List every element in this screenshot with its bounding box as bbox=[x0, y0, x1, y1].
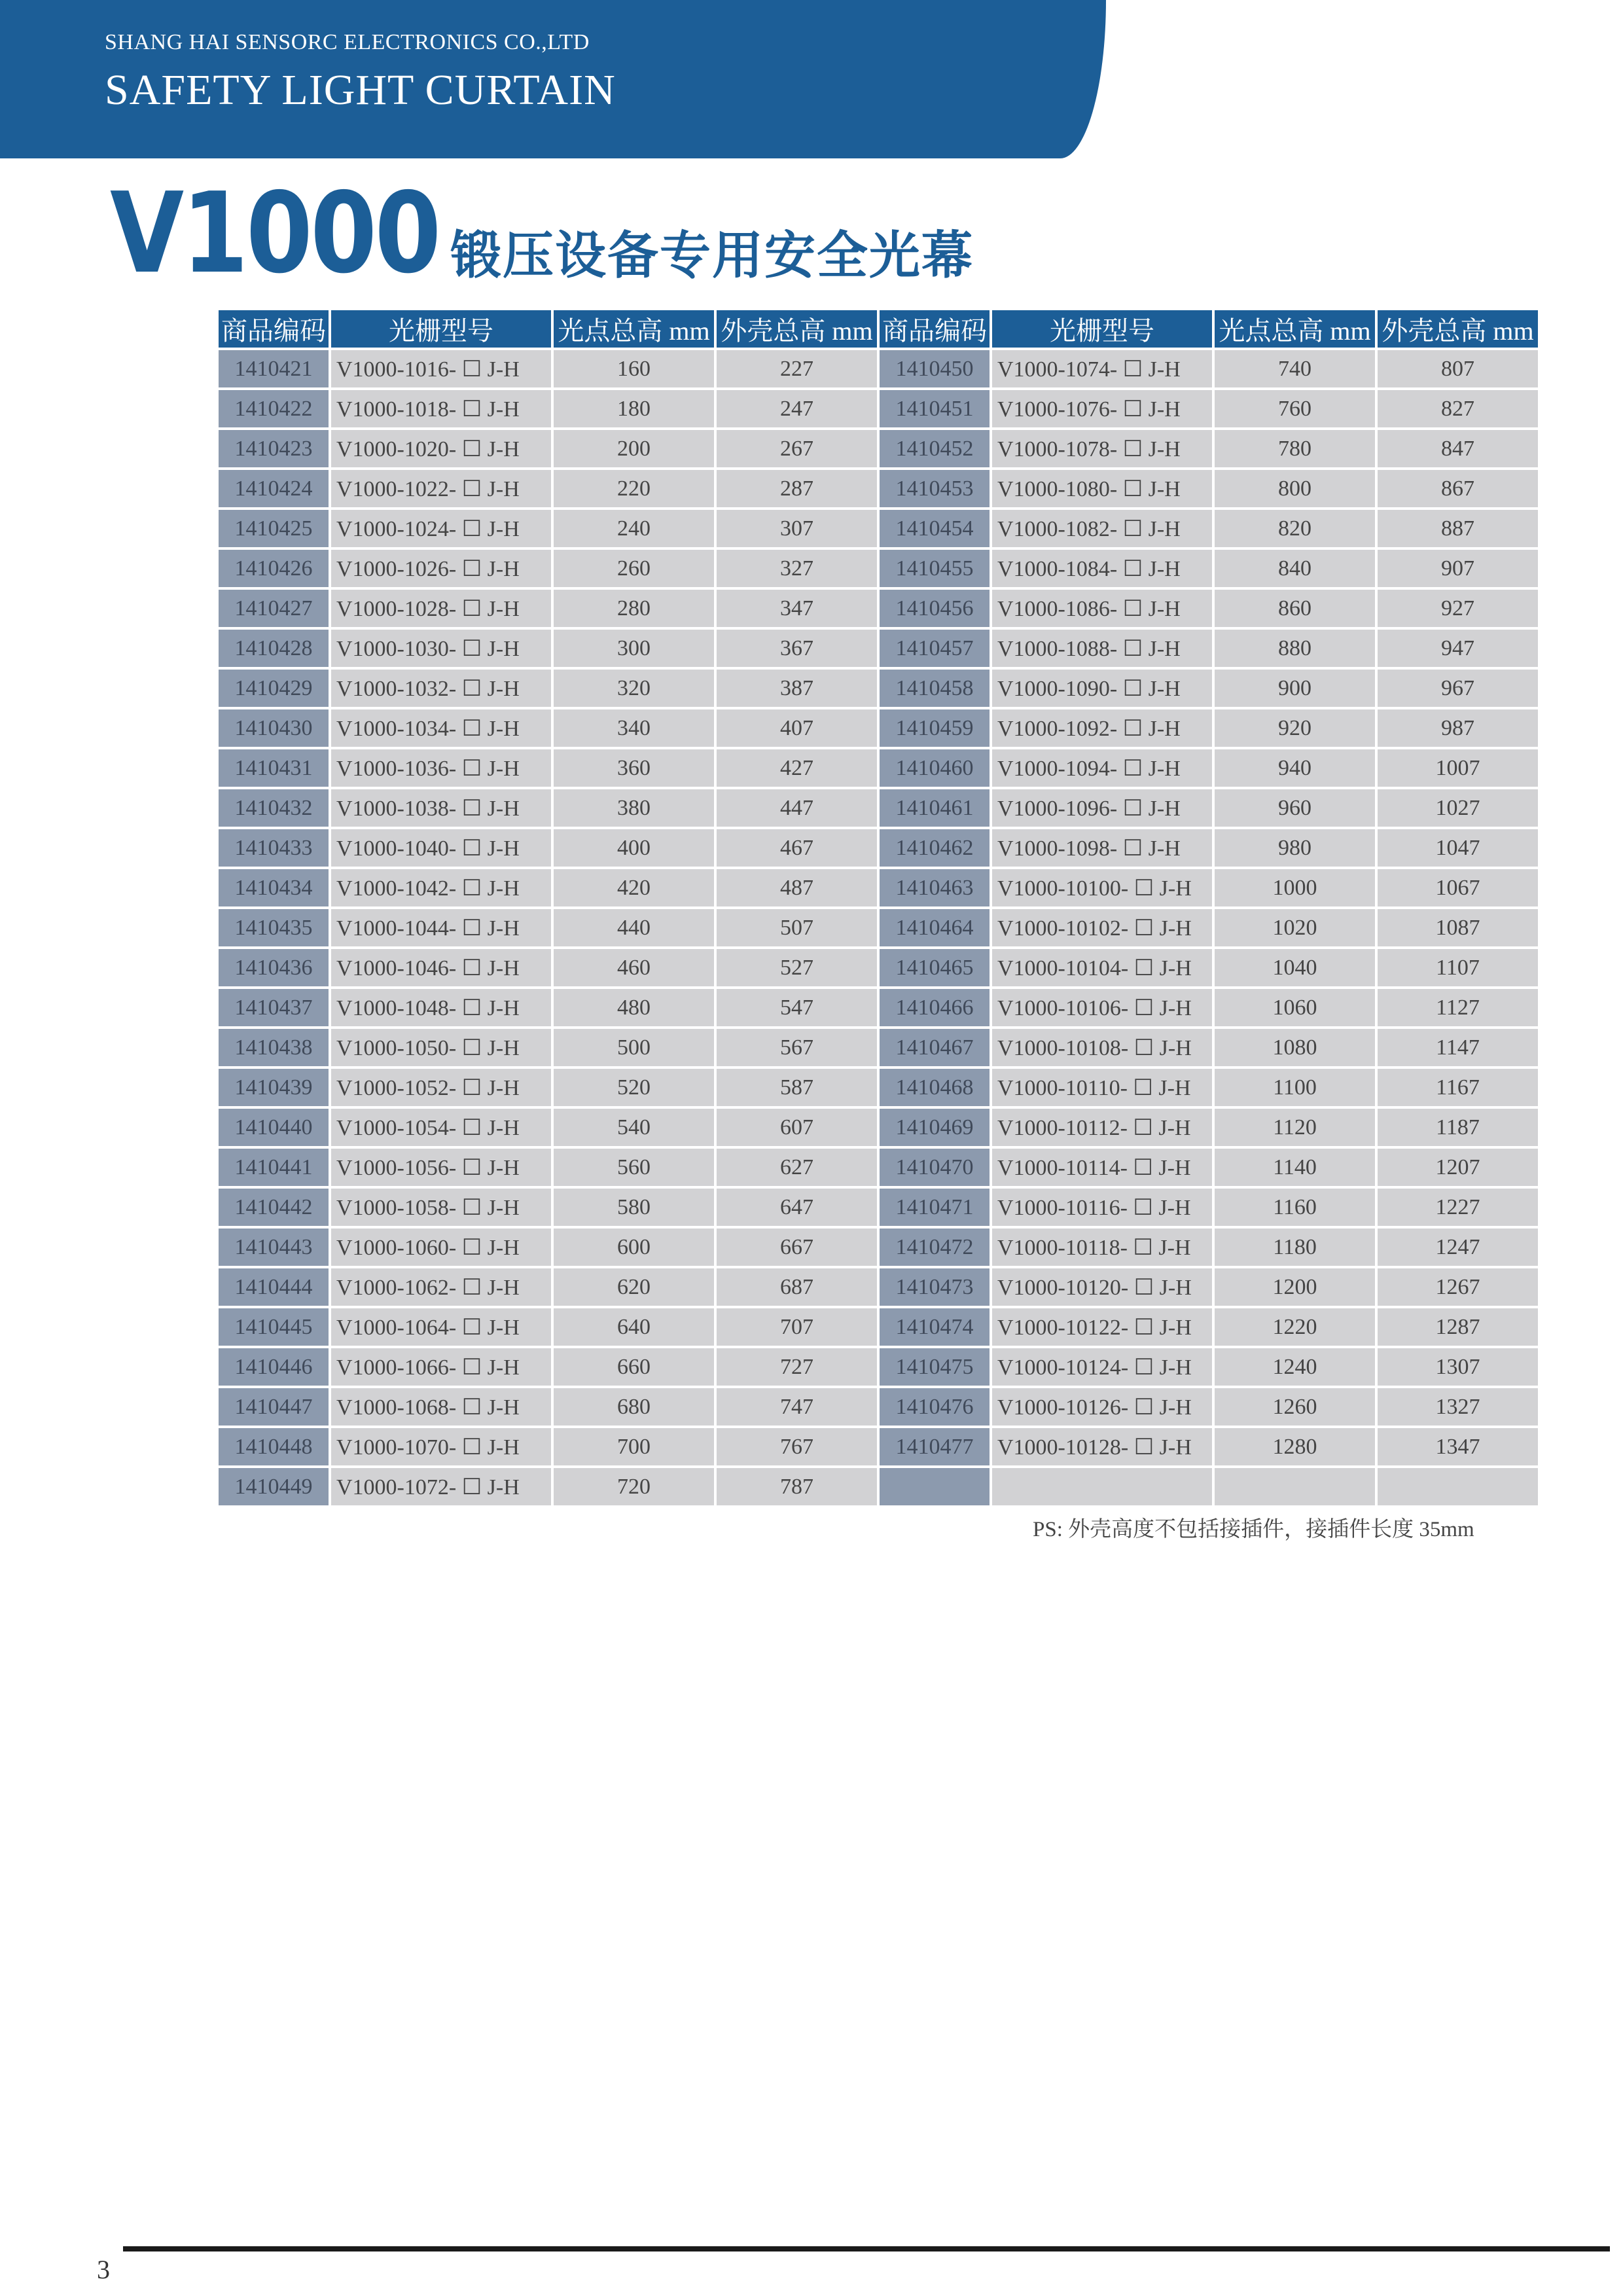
light-height-cell: 480 bbox=[554, 989, 714, 1026]
column-header: 商品编码 bbox=[880, 310, 990, 348]
product-code-cell: 1410433 bbox=[219, 829, 329, 867]
housing-height-cell: 247 bbox=[717, 390, 877, 427]
model-cell: V1000-1018- ☐ J-H bbox=[331, 390, 551, 427]
product-code-cell: 1410469 bbox=[880, 1109, 990, 1146]
housing-height-cell: 747 bbox=[717, 1388, 877, 1426]
product-code-cell: 1410463 bbox=[880, 869, 990, 906]
model-title: V1000 bbox=[110, 169, 439, 298]
model-cell: V1000-10102- ☐ J-H bbox=[992, 909, 1212, 946]
product-code-cell: 1410471 bbox=[880, 1189, 990, 1226]
light-height-cell: 1160 bbox=[1215, 1189, 1375, 1226]
product-code-cell: 1410444 bbox=[219, 1268, 329, 1306]
column-header: 光点总高 mm bbox=[554, 310, 714, 348]
product-code-cell: 1410425 bbox=[219, 510, 329, 547]
housing-height-cell: 827 bbox=[1378, 390, 1538, 427]
product-code-cell: 1410472 bbox=[880, 1229, 990, 1266]
light-height-cell: 580 bbox=[554, 1189, 714, 1226]
column-header: 光栅型号 bbox=[992, 310, 1212, 348]
model-cell: V1000-1082- ☐ J-H bbox=[992, 510, 1212, 547]
housing-height-cell: 1347 bbox=[1378, 1428, 1538, 1465]
housing-height-cell: 1167 bbox=[1378, 1069, 1538, 1106]
light-height-cell: 1020 bbox=[1215, 909, 1375, 946]
light-height-cell bbox=[1215, 1468, 1375, 1505]
table-row bbox=[219, 1468, 1538, 1505]
housing-height-cell: 727 bbox=[717, 1348, 877, 1386]
product-code-cell: 1410454 bbox=[880, 510, 990, 547]
model-cell: V1000-10116- ☐ J-H bbox=[992, 1189, 1212, 1226]
housing-height-cell: 867 bbox=[1378, 470, 1538, 507]
model-cell bbox=[992, 1468, 1212, 1505]
model-cell: V1000-1030- ☐ J-H bbox=[331, 630, 551, 667]
product-code-cell: 1410452 bbox=[880, 430, 990, 467]
product-code-cell: 1410465 bbox=[880, 949, 990, 986]
product-code-cell: 1410457 bbox=[880, 630, 990, 667]
model-cell: V1000-1016- ☐ J-H bbox=[331, 350, 551, 387]
light-height-cell: 1280 bbox=[1215, 1428, 1375, 1465]
page-heading: 锻压设备专用安全光幕 bbox=[450, 226, 974, 285]
housing-height-cell: 1327 bbox=[1378, 1388, 1538, 1426]
product-code-cell: 1410456 bbox=[880, 590, 990, 627]
table-row bbox=[219, 1268, 1538, 1306]
model-cell: V1000-1026- ☐ J-H bbox=[331, 550, 551, 587]
product-code-cell: 1410446 bbox=[219, 1348, 329, 1386]
product-code-cell: 1410427 bbox=[219, 590, 329, 627]
housing-height-cell: 1087 bbox=[1378, 909, 1538, 946]
light-height-cell: 240 bbox=[554, 510, 714, 547]
table-row bbox=[219, 1149, 1538, 1186]
model-cell: V1000-1054- ☐ J-H bbox=[331, 1109, 551, 1146]
housing-height-cell: 707 bbox=[717, 1308, 877, 1346]
product-code-cell: 1410439 bbox=[219, 1069, 329, 1106]
product-code-cell: 1410449 bbox=[219, 1468, 329, 1505]
model-cell: V1000-1068- ☐ J-H bbox=[331, 1388, 551, 1426]
product-code-cell: 1410432 bbox=[219, 789, 329, 827]
housing-height-cell: 647 bbox=[717, 1189, 877, 1226]
light-height-cell: 220 bbox=[554, 470, 714, 507]
model-cell: V1000-10122- ☐ J-H bbox=[992, 1308, 1212, 1346]
table-row bbox=[219, 1029, 1538, 1066]
model-cell: V1000-10114- ☐ J-H bbox=[992, 1149, 1212, 1186]
housing-height-cell: 987 bbox=[1378, 709, 1538, 747]
housing-height-cell: 507 bbox=[717, 909, 877, 946]
model-cell: V1000-1076- ☐ J-H bbox=[992, 390, 1212, 427]
light-height-cell: 200 bbox=[554, 430, 714, 467]
model-cell: V1000-10118- ☐ J-H bbox=[992, 1229, 1212, 1266]
table-row bbox=[219, 829, 1538, 867]
housing-height-cell: 1127 bbox=[1378, 989, 1538, 1026]
model-cell: V1000-1094- ☐ J-H bbox=[992, 749, 1212, 787]
light-height-cell: 420 bbox=[554, 869, 714, 906]
housing-height-cell: 1027 bbox=[1378, 789, 1538, 827]
housing-height-cell: 527 bbox=[717, 949, 877, 986]
product-code-cell: 1410422 bbox=[219, 390, 329, 427]
product-code-cell: 1410466 bbox=[880, 989, 990, 1026]
document-subtitle: SAFETY LIGHT CURTAIN bbox=[105, 66, 616, 114]
light-height-cell: 460 bbox=[554, 949, 714, 986]
light-height-cell: 600 bbox=[554, 1229, 714, 1266]
product-code-cell: 1410459 bbox=[880, 709, 990, 747]
model-cell: V1000-1022- ☐ J-H bbox=[331, 470, 551, 507]
light-height-cell: 620 bbox=[554, 1268, 714, 1306]
model-cell: V1000-1044- ☐ J-H bbox=[331, 909, 551, 946]
light-height-cell: 680 bbox=[554, 1388, 714, 1426]
model-cell: V1000-1062- ☐ J-H bbox=[331, 1268, 551, 1306]
light-height-cell: 380 bbox=[554, 789, 714, 827]
housing-height-cell: 1047 bbox=[1378, 829, 1538, 867]
light-height-cell: 340 bbox=[554, 709, 714, 747]
product-code-cell: 1410424 bbox=[219, 470, 329, 507]
product-code-cell: 1410448 bbox=[219, 1428, 329, 1465]
model-cell: V1000-10106- ☐ J-H bbox=[992, 989, 1212, 1026]
light-height-cell: 1080 bbox=[1215, 1029, 1375, 1066]
housing-height-cell: 1227 bbox=[1378, 1189, 1538, 1226]
model-cell: V1000-1080- ☐ J-H bbox=[992, 470, 1212, 507]
model-cell: V1000-1020- ☐ J-H bbox=[331, 430, 551, 467]
model-cell: V1000-10112- ☐ J-H bbox=[992, 1109, 1212, 1146]
light-height-cell: 840 bbox=[1215, 550, 1375, 587]
light-height-cell: 880 bbox=[1215, 630, 1375, 667]
product-code-cell: 1410435 bbox=[219, 909, 329, 946]
table-row bbox=[219, 590, 1538, 627]
product-code-cell: 1410458 bbox=[880, 670, 990, 707]
footer-rule bbox=[123, 2246, 1610, 2251]
model-cell: V1000-10128- ☐ J-H bbox=[992, 1428, 1212, 1465]
product-code-cell: 1410455 bbox=[880, 550, 990, 587]
housing-height-cell: 227 bbox=[717, 350, 877, 387]
model-cell: V1000-10108- ☐ J-H bbox=[992, 1029, 1212, 1066]
housing-height-cell: 687 bbox=[717, 1268, 877, 1306]
light-height-cell: 1000 bbox=[1215, 869, 1375, 906]
housing-height-cell: 1007 bbox=[1378, 749, 1538, 787]
product-code-cell: 1410431 bbox=[219, 749, 329, 787]
light-height-cell: 160 bbox=[554, 350, 714, 387]
model-cell: V1000-1074- ☐ J-H bbox=[992, 350, 1212, 387]
table-row bbox=[219, 430, 1538, 467]
housing-height-cell: 787 bbox=[717, 1468, 877, 1505]
light-height-cell: 960 bbox=[1215, 789, 1375, 827]
light-height-cell: 1120 bbox=[1215, 1109, 1375, 1146]
light-height-cell: 500 bbox=[554, 1029, 714, 1066]
housing-height-cell: 887 bbox=[1378, 510, 1538, 547]
product-code-cell: 1410450 bbox=[880, 350, 990, 387]
spec-table bbox=[216, 308, 1541, 1508]
light-height-cell: 660 bbox=[554, 1348, 714, 1386]
housing-height-cell: 1307 bbox=[1378, 1348, 1538, 1386]
model-cell: V1000-1032- ☐ J-H bbox=[331, 670, 551, 707]
product-code-cell: 1410451 bbox=[880, 390, 990, 427]
housing-height-cell: 367 bbox=[717, 630, 877, 667]
light-height-cell: 180 bbox=[554, 390, 714, 427]
model-cell: V1000-1078- ☐ J-H bbox=[992, 430, 1212, 467]
product-code-cell bbox=[880, 1468, 990, 1505]
product-code-cell: 1410477 bbox=[880, 1428, 990, 1465]
product-code-cell: 1410437 bbox=[219, 989, 329, 1026]
light-height-cell: 1060 bbox=[1215, 989, 1375, 1026]
table-row bbox=[219, 510, 1538, 547]
light-height-cell: 1140 bbox=[1215, 1149, 1375, 1186]
light-height-cell: 1220 bbox=[1215, 1308, 1375, 1346]
light-height-cell: 440 bbox=[554, 909, 714, 946]
light-height-cell: 540 bbox=[554, 1109, 714, 1146]
model-cell: V1000-1060- ☐ J-H bbox=[331, 1229, 551, 1266]
table-row bbox=[219, 350, 1538, 387]
table-row bbox=[219, 1189, 1538, 1226]
product-code-cell: 1410476 bbox=[880, 1388, 990, 1426]
light-height-cell: 260 bbox=[554, 550, 714, 587]
table-row bbox=[219, 749, 1538, 787]
product-code-cell: 1410426 bbox=[219, 550, 329, 587]
table-row bbox=[219, 1348, 1538, 1386]
page-number: 3 bbox=[97, 2255, 110, 2284]
light-height-cell: 740 bbox=[1215, 350, 1375, 387]
product-code-cell: 1410421 bbox=[219, 350, 329, 387]
light-height-cell: 940 bbox=[1215, 749, 1375, 787]
model-cell: V1000-1040- ☐ J-H bbox=[331, 829, 551, 867]
product-code-cell: 1410438 bbox=[219, 1029, 329, 1066]
housing-height-cell: 907 bbox=[1378, 550, 1538, 587]
product-code-cell: 1410462 bbox=[880, 829, 990, 867]
product-code-cell: 1410445 bbox=[219, 1308, 329, 1346]
product-code-cell: 1410461 bbox=[880, 789, 990, 827]
housing-height-cell: 1067 bbox=[1378, 869, 1538, 906]
housing-height-cell: 767 bbox=[717, 1428, 877, 1465]
model-cell: V1000-1088- ☐ J-H bbox=[992, 630, 1212, 667]
model-cell: V1000-1052- ☐ J-H bbox=[331, 1069, 551, 1106]
model-cell: V1000-10104- ☐ J-H bbox=[992, 949, 1212, 986]
light-height-cell: 820 bbox=[1215, 510, 1375, 547]
light-height-cell: 520 bbox=[554, 1069, 714, 1106]
housing-height-cell: 967 bbox=[1378, 670, 1538, 707]
product-code-cell: 1410428 bbox=[219, 630, 329, 667]
housing-height-cell: 547 bbox=[717, 989, 877, 1026]
table-row bbox=[219, 1308, 1538, 1346]
table-row bbox=[219, 630, 1538, 667]
product-code-cell: 1410430 bbox=[219, 709, 329, 747]
table-row bbox=[219, 909, 1538, 946]
column-header: 外壳总高 mm bbox=[717, 310, 877, 348]
column-header: 商品编码 bbox=[219, 310, 329, 348]
light-height-cell: 720 bbox=[554, 1468, 714, 1505]
light-height-cell: 800 bbox=[1215, 470, 1375, 507]
product-code-cell: 1410468 bbox=[880, 1069, 990, 1106]
light-height-cell: 920 bbox=[1215, 709, 1375, 747]
model-cell: V1000-1042- ☐ J-H bbox=[331, 869, 551, 906]
product-code-cell: 1410447 bbox=[219, 1388, 329, 1426]
model-cell: V1000-1050- ☐ J-H bbox=[331, 1029, 551, 1066]
light-height-cell: 360 bbox=[554, 749, 714, 787]
light-height-cell: 1040 bbox=[1215, 949, 1375, 986]
table-row bbox=[219, 709, 1538, 747]
housing-height-cell: 287 bbox=[717, 470, 877, 507]
table-row bbox=[219, 550, 1538, 587]
model-cell: V1000-1064- ☐ J-H bbox=[331, 1308, 551, 1346]
light-height-cell: 980 bbox=[1215, 829, 1375, 867]
product-code-cell: 1410436 bbox=[219, 949, 329, 986]
product-code-cell: 1410443 bbox=[219, 1229, 329, 1266]
table-row bbox=[219, 1229, 1538, 1266]
table-row bbox=[219, 789, 1538, 827]
housing-height-cell: 1267 bbox=[1378, 1268, 1538, 1306]
table-row bbox=[219, 989, 1538, 1026]
light-height-cell: 1260 bbox=[1215, 1388, 1375, 1426]
product-code-cell: 1410460 bbox=[880, 749, 990, 787]
housing-height-cell: 667 bbox=[717, 1229, 877, 1266]
light-height-cell: 320 bbox=[554, 670, 714, 707]
model-cell: V1000-1048- ☐ J-H bbox=[331, 989, 551, 1026]
footnote: PS: 外壳高度不包括接插件，接插件长度 35mm bbox=[1033, 1518, 1474, 1541]
product-code-cell: 1410467 bbox=[880, 1029, 990, 1066]
table-row bbox=[219, 470, 1538, 507]
housing-height-cell: 447 bbox=[717, 789, 877, 827]
product-code-cell: 1410473 bbox=[880, 1268, 990, 1306]
light-height-cell: 700 bbox=[554, 1428, 714, 1465]
model-cell: V1000-1066- ☐ J-H bbox=[331, 1348, 551, 1386]
housing-height-cell: 587 bbox=[717, 1069, 877, 1106]
housing-height-cell: 1287 bbox=[1378, 1308, 1538, 1346]
housing-height-cell: 267 bbox=[717, 430, 877, 467]
model-cell: V1000-1098- ☐ J-H bbox=[992, 829, 1212, 867]
column-header: 外壳总高 mm bbox=[1378, 310, 1538, 348]
table-row bbox=[219, 1428, 1538, 1465]
product-code-cell: 1410453 bbox=[880, 470, 990, 507]
model-cell: V1000-1070- ☐ J-H bbox=[331, 1428, 551, 1465]
model-cell: V1000-1072- ☐ J-H bbox=[331, 1468, 551, 1505]
model-cell: V1000-1084- ☐ J-H bbox=[992, 550, 1212, 587]
model-cell: V1000-1034- ☐ J-H bbox=[331, 709, 551, 747]
product-code-cell: 1410442 bbox=[219, 1189, 329, 1226]
light-height-cell: 1100 bbox=[1215, 1069, 1375, 1106]
product-code-cell: 1410464 bbox=[880, 909, 990, 946]
product-code-cell: 1410475 bbox=[880, 1348, 990, 1386]
column-header: 光栅型号 bbox=[331, 310, 551, 348]
housing-height-cell: 307 bbox=[717, 510, 877, 547]
product-code-cell: 1410474 bbox=[880, 1308, 990, 1346]
table-body bbox=[219, 350, 1538, 1505]
housing-height-cell: 387 bbox=[717, 670, 877, 707]
light-height-cell: 280 bbox=[554, 590, 714, 627]
housing-height-cell: 847 bbox=[1378, 430, 1538, 467]
light-height-cell: 560 bbox=[554, 1149, 714, 1186]
housing-height-cell: 1107 bbox=[1378, 949, 1538, 986]
model-cell: V1000-1058- ☐ J-H bbox=[331, 1189, 551, 1226]
model-cell: V1000-1038- ☐ J-H bbox=[331, 789, 551, 827]
table-row bbox=[219, 949, 1538, 986]
housing-height-cell: 627 bbox=[717, 1149, 877, 1186]
column-header: 光点总高 mm bbox=[1215, 310, 1375, 348]
housing-height-cell bbox=[1378, 1468, 1538, 1505]
table-row bbox=[219, 670, 1538, 707]
product-code-cell: 1410434 bbox=[219, 869, 329, 906]
model-cell: V1000-10120- ☐ J-H bbox=[992, 1268, 1212, 1306]
light-height-cell: 400 bbox=[554, 829, 714, 867]
model-cell: V1000-1096- ☐ J-H bbox=[992, 789, 1212, 827]
product-code-cell: 1410441 bbox=[219, 1149, 329, 1186]
housing-height-cell: 347 bbox=[717, 590, 877, 627]
housing-height-cell: 327 bbox=[717, 550, 877, 587]
housing-height-cell: 1247 bbox=[1378, 1229, 1538, 1266]
table-row bbox=[219, 869, 1538, 906]
table-row bbox=[219, 390, 1538, 427]
product-code-cell: 1410429 bbox=[219, 670, 329, 707]
light-height-cell: 1200 bbox=[1215, 1268, 1375, 1306]
light-height-cell: 300 bbox=[554, 630, 714, 667]
light-height-cell: 760 bbox=[1215, 390, 1375, 427]
table-header-row bbox=[219, 310, 1538, 348]
light-height-cell: 900 bbox=[1215, 670, 1375, 707]
housing-height-cell: 1147 bbox=[1378, 1029, 1538, 1066]
model-cell: V1000-10100- ☐ J-H bbox=[992, 869, 1212, 906]
model-cell: V1000-1086- ☐ J-H bbox=[992, 590, 1212, 627]
model-cell: V1000-1056- ☐ J-H bbox=[331, 1149, 551, 1186]
model-cell: V1000-1046- ☐ J-H bbox=[331, 949, 551, 986]
model-cell: V1000-10124- ☐ J-H bbox=[992, 1348, 1212, 1386]
housing-height-cell: 927 bbox=[1378, 590, 1538, 627]
company-name: SHANG HAI SENSORC ELECTRONICS CO.,LTD bbox=[105, 30, 590, 54]
housing-height-cell: 567 bbox=[717, 1029, 877, 1066]
light-height-cell: 640 bbox=[554, 1308, 714, 1346]
light-height-cell: 1240 bbox=[1215, 1348, 1375, 1386]
housing-height-cell: 607 bbox=[717, 1109, 877, 1146]
product-code-cell: 1410470 bbox=[880, 1149, 990, 1186]
table-row bbox=[219, 1109, 1538, 1146]
housing-height-cell: 467 bbox=[717, 829, 877, 867]
housing-height-cell: 407 bbox=[717, 709, 877, 747]
model-cell: V1000-1024- ☐ J-H bbox=[331, 510, 551, 547]
light-height-cell: 1180 bbox=[1215, 1229, 1375, 1266]
housing-height-cell: 1207 bbox=[1378, 1149, 1538, 1186]
model-cell: V1000-1036- ☐ J-H bbox=[331, 749, 551, 787]
light-height-cell: 780 bbox=[1215, 430, 1375, 467]
housing-height-cell: 947 bbox=[1378, 630, 1538, 667]
product-code-cell: 1410440 bbox=[219, 1109, 329, 1146]
model-cell: V1000-1092- ☐ J-H bbox=[992, 709, 1212, 747]
model-cell: V1000-1028- ☐ J-H bbox=[331, 590, 551, 627]
product-code-cell: 1410423 bbox=[219, 430, 329, 467]
housing-height-cell: 487 bbox=[717, 869, 877, 906]
housing-height-cell: 1187 bbox=[1378, 1109, 1538, 1146]
table-row bbox=[219, 1069, 1538, 1106]
housing-height-cell: 807 bbox=[1378, 350, 1538, 387]
housing-height-cell: 427 bbox=[717, 749, 877, 787]
table-row bbox=[219, 1388, 1538, 1426]
model-cell: V1000-10126- ☐ J-H bbox=[992, 1388, 1212, 1426]
light-height-cell: 860 bbox=[1215, 590, 1375, 627]
model-cell: V1000-1090- ☐ J-H bbox=[992, 670, 1212, 707]
model-cell: V1000-10110- ☐ J-H bbox=[992, 1069, 1212, 1106]
